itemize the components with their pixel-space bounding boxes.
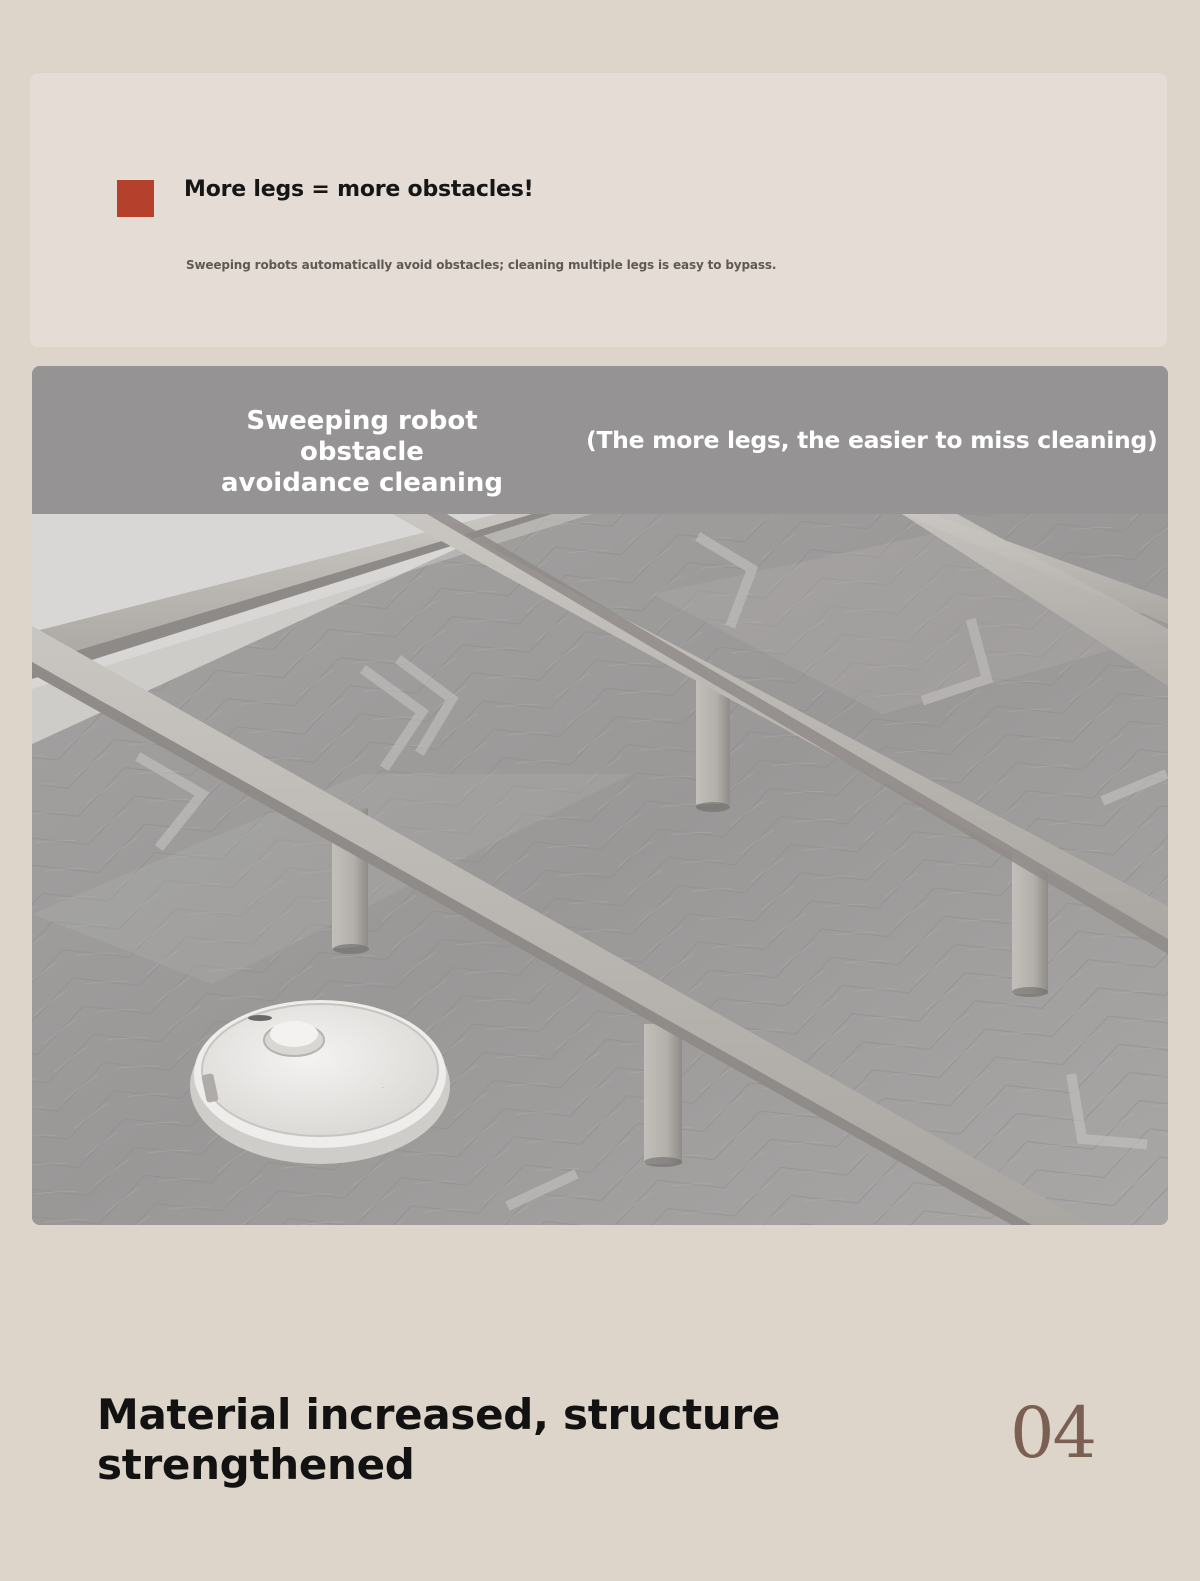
scene-header-left (182, 406, 542, 499)
section-number: 04 (1010, 1392, 1096, 1474)
section-title-line2: strengthened (97, 1440, 415, 1489)
accent-square (117, 180, 154, 217)
info-title: More legs = more obstacles! (184, 177, 534, 202)
scene-photo (32, 514, 1168, 1225)
section-title-line1: Material increased, structure (97, 1390, 781, 1439)
section-title (97, 1390, 817, 1490)
info-card (30, 73, 1167, 347)
info-subtitle: Sweeping robots automatically avoid obstacles; cleaning multiple legs is easy to bypass. (186, 258, 777, 272)
scene-header-right: (The more legs, the easier to miss cleaning) (586, 426, 1158, 454)
scene-header (32, 366, 1168, 514)
robot-vacuum-icon (190, 1000, 450, 1164)
scene-panel (32, 366, 1168, 1225)
scene-header-left-line1: Sweeping robot obstacle (246, 406, 478, 467)
scene-header-left-line2: avoidance cleaning (220, 468, 504, 498)
svg-text:·: · (382, 1085, 384, 1092)
